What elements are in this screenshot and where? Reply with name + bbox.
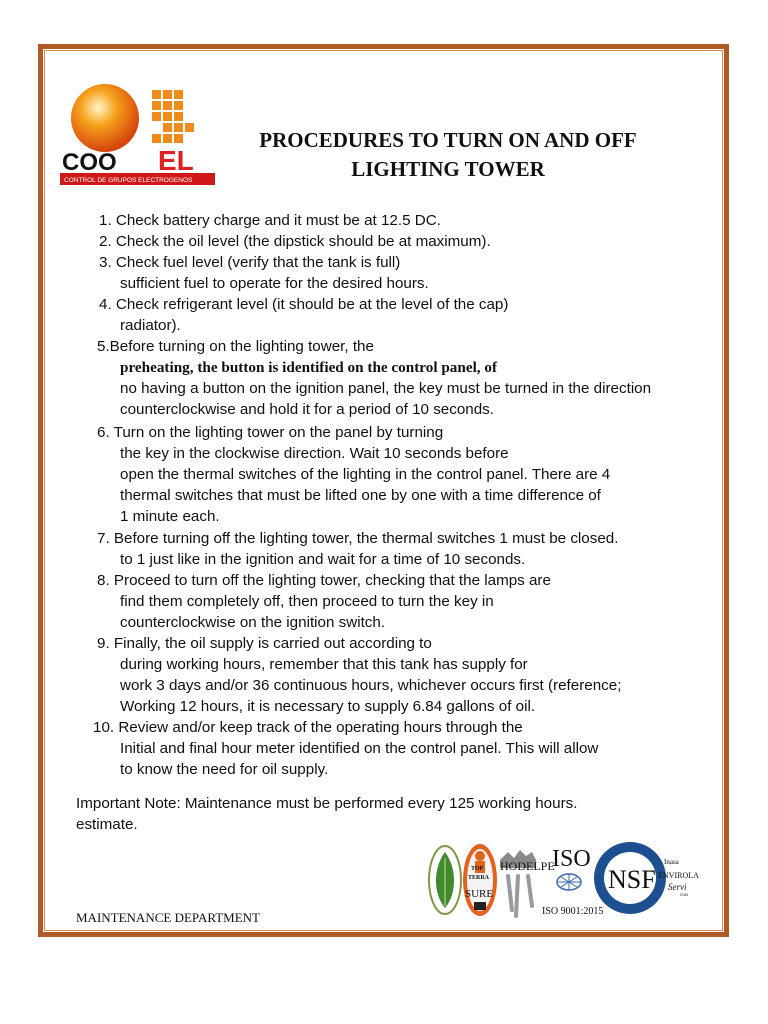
step-line: 6. Turn on the lighting tower on the panel by turning — [97, 424, 444, 441]
cert-top: TOP — [471, 866, 484, 872]
important-note — [76, 793, 577, 835]
step-line: 9. Finally, the oil supply is carried out according to — [97, 635, 432, 652]
step-line: 7. Before turning off the lighting tower, the thermal switches 1 must be closed. — [97, 530, 619, 547]
step-line: 5.Before turning on the lighting tower, the — [97, 338, 374, 355]
logo-sun — [71, 84, 139, 152]
cert-nsf: NSF — [608, 865, 656, 894]
logo-text-left: COO — [62, 149, 117, 176]
step-line: radiator). — [120, 317, 181, 334]
step-line: during working hours, remember that this tank has supply for — [120, 656, 528, 673]
certification-logos — [428, 840, 708, 922]
cert-terra: TERRA — [468, 875, 490, 881]
title-line-2: LIGHTING TOWER — [351, 157, 545, 181]
step-line: 4. Check refrigerant level (it should be at the level of the cap) — [99, 296, 509, 313]
step-line: 1. Check battery charge and it must be at 12.5 DC. — [99, 212, 441, 229]
cert-envirola-3: Servi — [668, 882, 687, 892]
step-line: work 3 days and/or 36 continuous hours, whichever occurs first (reference; — [120, 677, 622, 694]
step-line: 8. Proceed to turn off the lighting tower, checking that the lamps are — [97, 572, 551, 589]
cert-iso: ISO — [552, 846, 591, 872]
cert-hodelpe: HODELPE — [500, 859, 555, 873]
logo-text-right: EL — [158, 145, 194, 176]
step-line: counterclockwise on the ignition switch. — [120, 614, 386, 631]
step-line: thermal switches that must be lifted one by one with a time difference of — [120, 487, 601, 504]
step-line: to 1 just like in the ignition and wait for a time of 10 seconds. — [120, 551, 526, 568]
title-line-1: PROCEDURES TO TURN ON AND OFF — [259, 128, 637, 152]
page-title — [228, 126, 668, 184]
step-line: sufficient fuel to operate for the desired hours. — [120, 275, 429, 292]
step-line: 3. Check fuel level (verify that the tank is full) — [99, 254, 401, 271]
step-line: counterclockwise and hold it for a period of 10 seconds. — [120, 401, 494, 418]
worker-icon — [475, 851, 485, 861]
cert-envirola-1: Inasa — [664, 858, 679, 866]
cert-envirola-2: ENVIROLA — [658, 871, 699, 880]
cert-sure: SURE — [465, 888, 494, 900]
step-line: to know the need for oil supply. — [120, 761, 329, 778]
step-line: find them completely off, then proceed to turn the key in — [120, 593, 494, 610]
step-line: Working 12 hours, it is necessary to supply 6.84 gallons of oil. — [120, 698, 536, 715]
note-line-1: Important Note: Maintenance must be performed every 125 working hours. — [76, 795, 578, 812]
step-line: Initial and final hour meter identified on the control panel. This will allow — [120, 740, 599, 757]
logo-tagline: CONTROL DE GRUPOS ELECTROGENOS — [64, 177, 193, 184]
cert-envirola-4: cios — [680, 893, 689, 898]
footer-department: MAINTENANCE DEPARTMENT — [76, 910, 260, 925]
step-line: open the thermal switches of the lighting in the control panel. There are 4 — [120, 466, 611, 483]
note-line-2: estimate. — [76, 816, 138, 833]
step-line: 1 minute each. — [120, 508, 220, 525]
step-line: no having a button on the ignition panel, the key must be turned in the direction — [120, 380, 652, 397]
step-line-bold: preheating, the button is identified on the control panel, of — [120, 359, 498, 376]
cert-iso-code: ISO 9001:2015 — [542, 906, 604, 917]
step-line: 10. Review and/or keep track of the operating hours through the — [93, 719, 523, 736]
step-line: the key in the clockwise direction. Wait 10 seconds before — [120, 445, 509, 462]
step-line: 2. Check the oil level (the dipstick should be at maximum). — [99, 233, 491, 250]
coo-el-logo — [60, 78, 215, 188]
